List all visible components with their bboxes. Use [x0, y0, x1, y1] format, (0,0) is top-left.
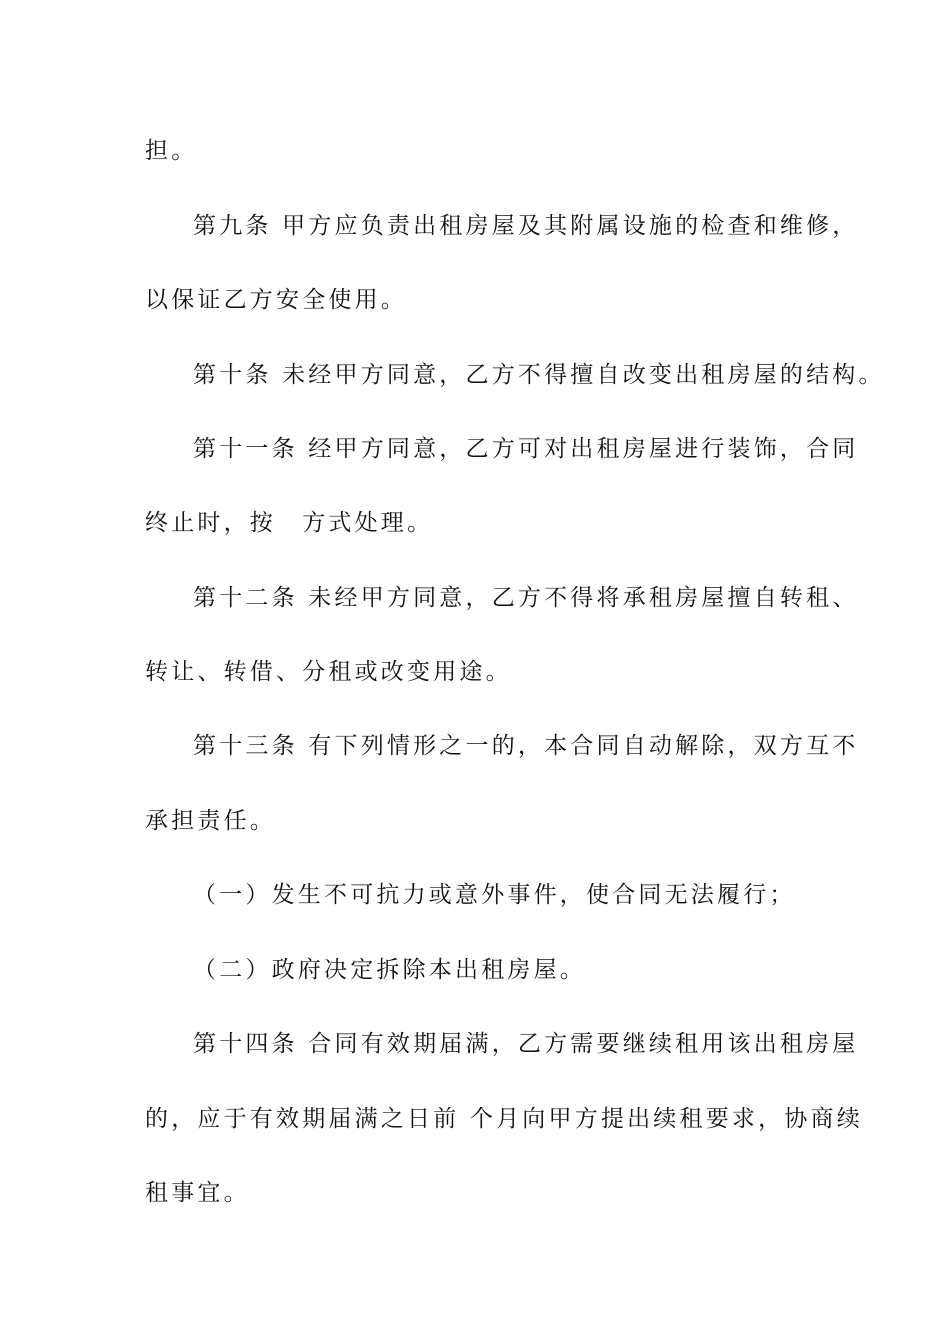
text-line-1: 担。	[145, 138, 198, 164]
article-13-item-1: （一）发生不可抗力或意外事件，使合同无法履行；	[193, 882, 796, 908]
article-14-line-2: 的，应于有效期届满之日前 个月向甲方提出续租要求，协商续	[145, 1106, 863, 1132]
article-13-item-2: （二）政府决定拆除本出租房屋。	[193, 957, 586, 983]
article-11-line-1: 第十一条 经甲方同意，乙方可对出租房屋进行装饰，合同	[193, 436, 859, 462]
article-14-line-3: 租事宜。	[145, 1180, 250, 1206]
article-11-line-2: 终止时，按 方式处理。	[145, 510, 434, 536]
article-12-line-2: 转让、转借、分租或改变用途。	[145, 659, 512, 685]
article-9-line-1: 第九条 甲方应负责出租房屋及其附属设施的检查和维修，	[193, 213, 859, 239]
article-13-line-2: 承担责任。	[145, 808, 276, 834]
article-10: 第十条 未经甲方同意，乙方不得擅自改变出租房屋的结构。	[193, 362, 885, 388]
article-9-line-2: 以保证乙方安全使用。	[145, 287, 407, 313]
article-13-line-1: 第十三条 有下列情形之一的，本合同自动解除，双方互不	[193, 733, 859, 759]
article-14-line-1: 第十四条 合同有效期届满，乙方需要继续租用该出租房屋	[193, 1031, 859, 1057]
article-12-line-1: 第十二条 未经甲方同意，乙方不得将承租房屋擅自转租、	[193, 585, 859, 611]
